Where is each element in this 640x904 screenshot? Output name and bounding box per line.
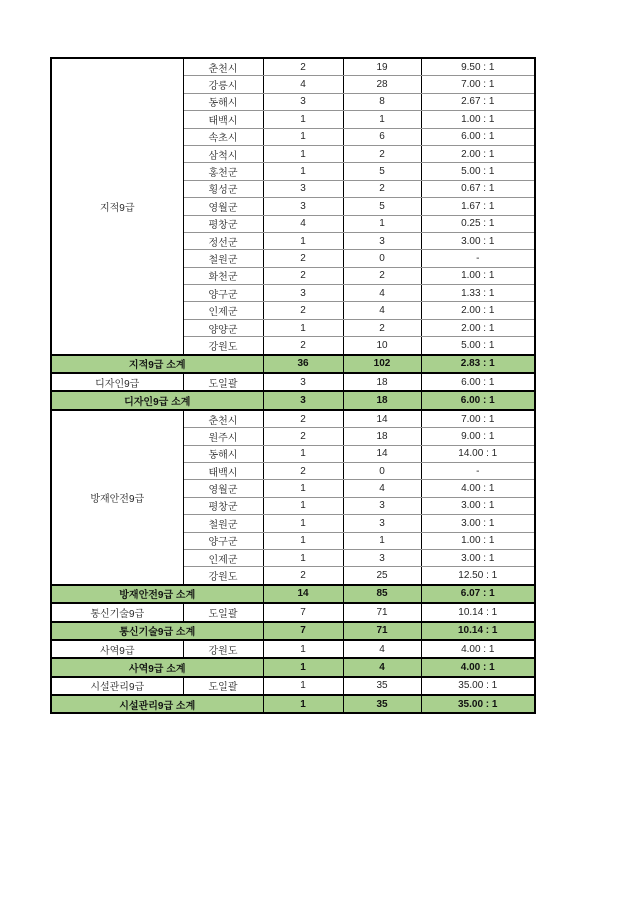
applicants-cell: 4	[343, 640, 421, 658]
ratio-cell: -	[421, 250, 535, 267]
applicants-cell: 28	[343, 76, 421, 93]
applicants-cell: 2	[343, 180, 421, 197]
positions-cell: 1	[263, 163, 343, 180]
positions-cell: 2	[263, 567, 343, 585]
subtotal-ratio-cell: 35.00 : 1	[421, 695, 535, 713]
region-cell: 강원도	[183, 567, 263, 585]
ratio-cell: 3.00 : 1	[421, 497, 535, 514]
ratio-cell: 1.33 : 1	[421, 285, 535, 302]
ratio-cell: 7.00 : 1	[421, 410, 535, 428]
subtotal-label-cell: 통신기술9급 소계	[51, 622, 263, 640]
subtotal-positions-cell: 1	[263, 658, 343, 676]
region-cell: 양양군	[183, 319, 263, 336]
region-cell: 태백시	[183, 462, 263, 479]
region-cell: 도일괄	[183, 677, 263, 695]
applicants-cell: 3	[343, 549, 421, 566]
subtotal-applicants-cell: 102	[343, 355, 421, 373]
region-cell: 영월군	[183, 480, 263, 497]
positions-cell: 2	[263, 58, 343, 76]
region-cell: 횡성군	[183, 180, 263, 197]
region-cell: 양구군	[183, 285, 263, 302]
subtotal-positions-cell: 1	[263, 695, 343, 713]
positions-cell: 1	[263, 515, 343, 532]
subtotal-positions-cell: 14	[263, 585, 343, 603]
region-cell: 태백시	[183, 111, 263, 128]
subtotal-positions-cell: 7	[263, 622, 343, 640]
ratio-cell: 2.00 : 1	[421, 145, 535, 162]
ratio-cell: 5.00 : 1	[421, 163, 535, 180]
applicants-cell: 0	[343, 250, 421, 267]
region-cell: 춘천시	[183, 58, 263, 76]
applicants-cell: 3	[343, 497, 421, 514]
positions-cell: 2	[263, 428, 343, 445]
positions-cell: 1	[263, 232, 343, 249]
category-cell: 사역9급	[51, 640, 183, 658]
subtotal-applicants-cell: 85	[343, 585, 421, 603]
subtotal-label-cell: 사역9급 소계	[51, 658, 263, 676]
positions-cell: 2	[263, 410, 343, 428]
region-cell: 강릉시	[183, 76, 263, 93]
applicants-cell: 5	[343, 163, 421, 180]
subtotal-positions-cell: 3	[263, 391, 343, 409]
positions-cell: 3	[263, 285, 343, 302]
applicants-cell: 4	[343, 480, 421, 497]
region-cell: 정선군	[183, 232, 263, 249]
subtotal-applicants-cell: 4	[343, 658, 421, 676]
ratio-cell: 35.00 : 1	[421, 677, 535, 695]
ratio-cell: 1.00 : 1	[421, 111, 535, 128]
category-cell: 시설관리9급	[51, 677, 183, 695]
ratio-cell: 9.50 : 1	[421, 58, 535, 76]
positions-cell: 1	[263, 497, 343, 514]
region-cell: 강원도	[183, 337, 263, 355]
positions-cell: 1	[263, 549, 343, 566]
applicants-cell: 0	[343, 462, 421, 479]
region-cell: 도일괄	[183, 373, 263, 391]
subtotal-applicants-cell: 35	[343, 695, 421, 713]
region-cell: 영월군	[183, 198, 263, 215]
region-cell: 삼척시	[183, 145, 263, 162]
applicants-cell: 2	[343, 145, 421, 162]
region-cell: 도일괄	[183, 603, 263, 621]
region-cell: 동해시	[183, 93, 263, 110]
positions-cell: 3	[263, 180, 343, 197]
region-cell: 강원도	[183, 640, 263, 658]
positions-cell: 3	[263, 93, 343, 110]
positions-cell: 2	[263, 302, 343, 319]
category-cell: 디자인9급	[51, 373, 183, 391]
applicants-cell: 1	[343, 215, 421, 232]
ratio-cell: 3.00 : 1	[421, 232, 535, 249]
table-row	[51, 677, 535, 695]
positions-cell: 2	[263, 250, 343, 267]
region-cell: 인제군	[183, 302, 263, 319]
positions-cell: 1	[263, 480, 343, 497]
applicants-cell: 5	[343, 198, 421, 215]
subtotal-positions-cell: 36	[263, 355, 343, 373]
ratio-cell: 6.00 : 1	[421, 373, 535, 391]
subtotal-ratio-cell: 6.07 : 1	[421, 585, 535, 603]
ratio-cell: 1.00 : 1	[421, 532, 535, 549]
category-cell: 통신기술9급	[51, 603, 183, 621]
ratio-cell: 6.00 : 1	[421, 128, 535, 145]
subtotal-ratio-cell: 4.00 : 1	[421, 658, 535, 676]
subtotal-applicants-cell: 18	[343, 391, 421, 409]
region-cell: 인제군	[183, 549, 263, 566]
ratio-cell: -	[421, 462, 535, 479]
applicants-cell: 19	[343, 58, 421, 76]
table-row	[51, 410, 535, 428]
ratio-cell: 1.00 : 1	[421, 267, 535, 284]
table-row	[51, 58, 535, 76]
subtotal-label-cell: 지적9급 소계	[51, 355, 263, 373]
applicants-cell: 14	[343, 445, 421, 462]
table-row	[51, 640, 535, 658]
recruitment-competition-table	[50, 57, 536, 714]
positions-cell: 1	[263, 677, 343, 695]
subtotal-label-cell: 디자인9급 소계	[51, 391, 263, 409]
applicants-cell: 14	[343, 410, 421, 428]
subtotal-row	[51, 658, 535, 676]
subtotal-row	[51, 695, 535, 713]
applicants-cell: 3	[343, 232, 421, 249]
applicants-cell: 1	[343, 111, 421, 128]
subtotal-row	[51, 622, 535, 640]
ratio-cell: 2.00 : 1	[421, 302, 535, 319]
region-cell: 동해시	[183, 445, 263, 462]
subtotal-ratio-cell: 6.00 : 1	[421, 391, 535, 409]
region-cell: 양구군	[183, 532, 263, 549]
recruitment-table-body	[51, 58, 535, 713]
subtotal-label-cell: 시설관리9급 소계	[51, 695, 263, 713]
region-cell: 홍천군	[183, 163, 263, 180]
positions-cell: 1	[263, 319, 343, 336]
subtotal-applicants-cell: 71	[343, 622, 421, 640]
positions-cell: 1	[263, 532, 343, 549]
subtotal-ratio-cell: 2.83 : 1	[421, 355, 535, 373]
positions-cell: 1	[263, 128, 343, 145]
subtotal-row	[51, 585, 535, 603]
applicants-cell: 6	[343, 128, 421, 145]
region-cell: 춘천시	[183, 410, 263, 428]
applicants-cell: 18	[343, 428, 421, 445]
region-cell: 평창군	[183, 497, 263, 514]
positions-cell: 3	[263, 198, 343, 215]
applicants-cell: 25	[343, 567, 421, 585]
region-cell: 철원군	[183, 515, 263, 532]
applicants-cell: 2	[343, 267, 421, 284]
positions-cell: 4	[263, 76, 343, 93]
applicants-cell: 10	[343, 337, 421, 355]
subtotal-row	[51, 355, 535, 373]
ratio-cell: 14.00 : 1	[421, 445, 535, 462]
recruitment-table-container	[50, 57, 536, 714]
ratio-cell: 5.00 : 1	[421, 337, 535, 355]
applicants-cell: 4	[343, 285, 421, 302]
applicants-cell: 18	[343, 373, 421, 391]
ratio-cell: 3.00 : 1	[421, 549, 535, 566]
applicants-cell: 4	[343, 302, 421, 319]
positions-cell: 2	[263, 462, 343, 479]
positions-cell: 7	[263, 603, 343, 621]
applicants-cell: 3	[343, 515, 421, 532]
category-cell: 지적9급	[51, 58, 183, 355]
region-cell: 화천군	[183, 267, 263, 284]
ratio-cell: 9.00 : 1	[421, 428, 535, 445]
region-cell: 속초시	[183, 128, 263, 145]
subtotal-row	[51, 391, 535, 409]
region-cell: 원주시	[183, 428, 263, 445]
positions-cell: 3	[263, 373, 343, 391]
positions-cell: 1	[263, 145, 343, 162]
applicants-cell: 2	[343, 319, 421, 336]
subtotal-ratio-cell: 10.14 : 1	[421, 622, 535, 640]
positions-cell: 1	[263, 445, 343, 462]
ratio-cell: 1.67 : 1	[421, 198, 535, 215]
positions-cell: 2	[263, 267, 343, 284]
applicants-cell: 1	[343, 532, 421, 549]
applicants-cell: 71	[343, 603, 421, 621]
ratio-cell: 3.00 : 1	[421, 515, 535, 532]
region-cell: 철원군	[183, 250, 263, 267]
positions-cell: 1	[263, 640, 343, 658]
table-row	[51, 373, 535, 391]
ratio-cell: 2.67 : 1	[421, 93, 535, 110]
positions-cell: 2	[263, 337, 343, 355]
ratio-cell: 12.50 : 1	[421, 567, 535, 585]
ratio-cell: 0.25 : 1	[421, 215, 535, 232]
ratio-cell: 10.14 : 1	[421, 603, 535, 621]
category-cell: 방재안전9급	[51, 410, 183, 585]
ratio-cell: 2.00 : 1	[421, 319, 535, 336]
subtotal-label-cell: 방재안전9급 소계	[51, 585, 263, 603]
ratio-cell: 4.00 : 1	[421, 640, 535, 658]
table-row	[51, 603, 535, 621]
applicants-cell: 8	[343, 93, 421, 110]
ratio-cell: 7.00 : 1	[421, 76, 535, 93]
ratio-cell: 4.00 : 1	[421, 480, 535, 497]
positions-cell: 1	[263, 111, 343, 128]
ratio-cell: 0.67 : 1	[421, 180, 535, 197]
applicants-cell: 35	[343, 677, 421, 695]
positions-cell: 4	[263, 215, 343, 232]
region-cell: 평창군	[183, 215, 263, 232]
